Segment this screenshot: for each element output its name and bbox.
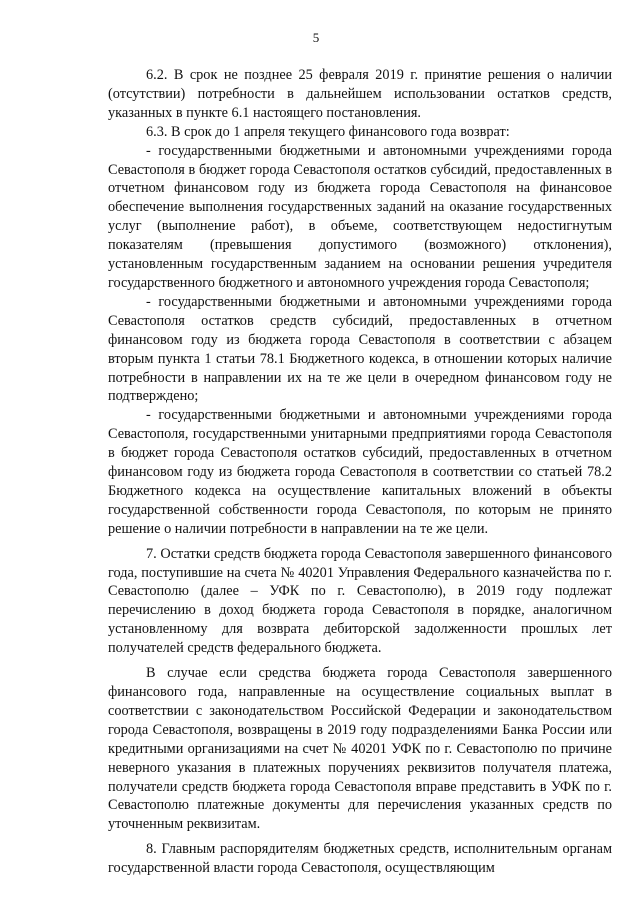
list-item-return-capital-investment: - государственными бюджетными и автономными учреждениями города Севастополя, государственными унитарными предприятиями города Севастополя в бюджет города Севастополя остатков субсидий, предоставленных в отчетном финансовом году из бюджета города Севастополя в соответствии со статьей 78.2 Бюджетного кодекса на осуществление капитальных вложений в объекты государственной собственности города Севастополя, по которым не принято решение о наличии потребности в направлении на те же цели. [108, 407, 612, 537]
paragraph-8: 8. Главным распорядителям бюджетных средств, исполнительным органам государственной власти города Севастополя, осуществляющим [108, 841, 612, 877]
paragraph-6-3: 6.3. В срок до 1 апреля текущего финансового года возврат: [146, 123, 510, 140]
paragraph-social-payments: В случае если средства бюджета города Севастополя завершенного финансового года, направленные на осуществление социальных выплат в соответствии с законодательством Российской Федерации и законодательством города Севастополя, возвращены в 2019 году подразделениями Банка России или кредитными организациями на счет № 40201 УФК по г. Севастополю по причине неверного указания в платежных поручениях реквизитов получателя платежа, получатели средств бюджета города Севастополя вправе представить в УФК по г. Севастополю платежные документы для перечисления указанных средств по уточненным реквизитам. [108, 665, 612, 833]
list-item-return-state-assignment: - государственными бюджетными и автономными учреждениями города Севастополя в бюджет города Севастополя остатков субсидий, предоставленных в отчетном финансовом году из бюджета города Севастополя на финансовое обеспечение выполнения государственных заданий на оказание государственных услуг (выполнение работ), в объеме, соответствующем недостигнутым показателям (превышения допустимого (возможного) отклонения), установленным государственным заданием на основании решения учредителя государственного бюджетного и автономного учреждения города Севастополя; [108, 142, 612, 291]
paragraph-6-2: 6.2. В срок не позднее 25 февраля 2019 г. принятие решения о наличии (отсутствии) потребности в дальнейшем использовании остатков средств, указанных в пункте 6.1 настоящего постановления. [108, 67, 612, 121]
list-item-return-subsidy-remainders: - государственными бюджетными и автономными учреждениями города Севастополя остатков средств субсидий, предоставленных в отчетном финансовом году из бюджета города Севастополя в соответствии с абзацем вторым пункта 1 статьи 78.1 Бюджетного кодекса, в отношении которых наличие потребности в направлении их на те же цели в очередном финансовом году не подтверждено; [108, 293, 612, 405]
document-body [108, 66, 612, 878]
paragraph-7: 7. Остатки средств бюджета города Севастополя завершенного финансового года, поступившие на счета № 40201 Управления Федерального казначейства по г. Севастополю (далее – УФК по г. Севастополю), в 2019 году подлежат перечислению в доход бюджета города Севастополя в порядке, аналогичном установленному для возврата дебиторской задолженности прошлых лет получателей средств федерального бюджета. [108, 545, 612, 657]
page-number: 5 [312, 30, 320, 45]
